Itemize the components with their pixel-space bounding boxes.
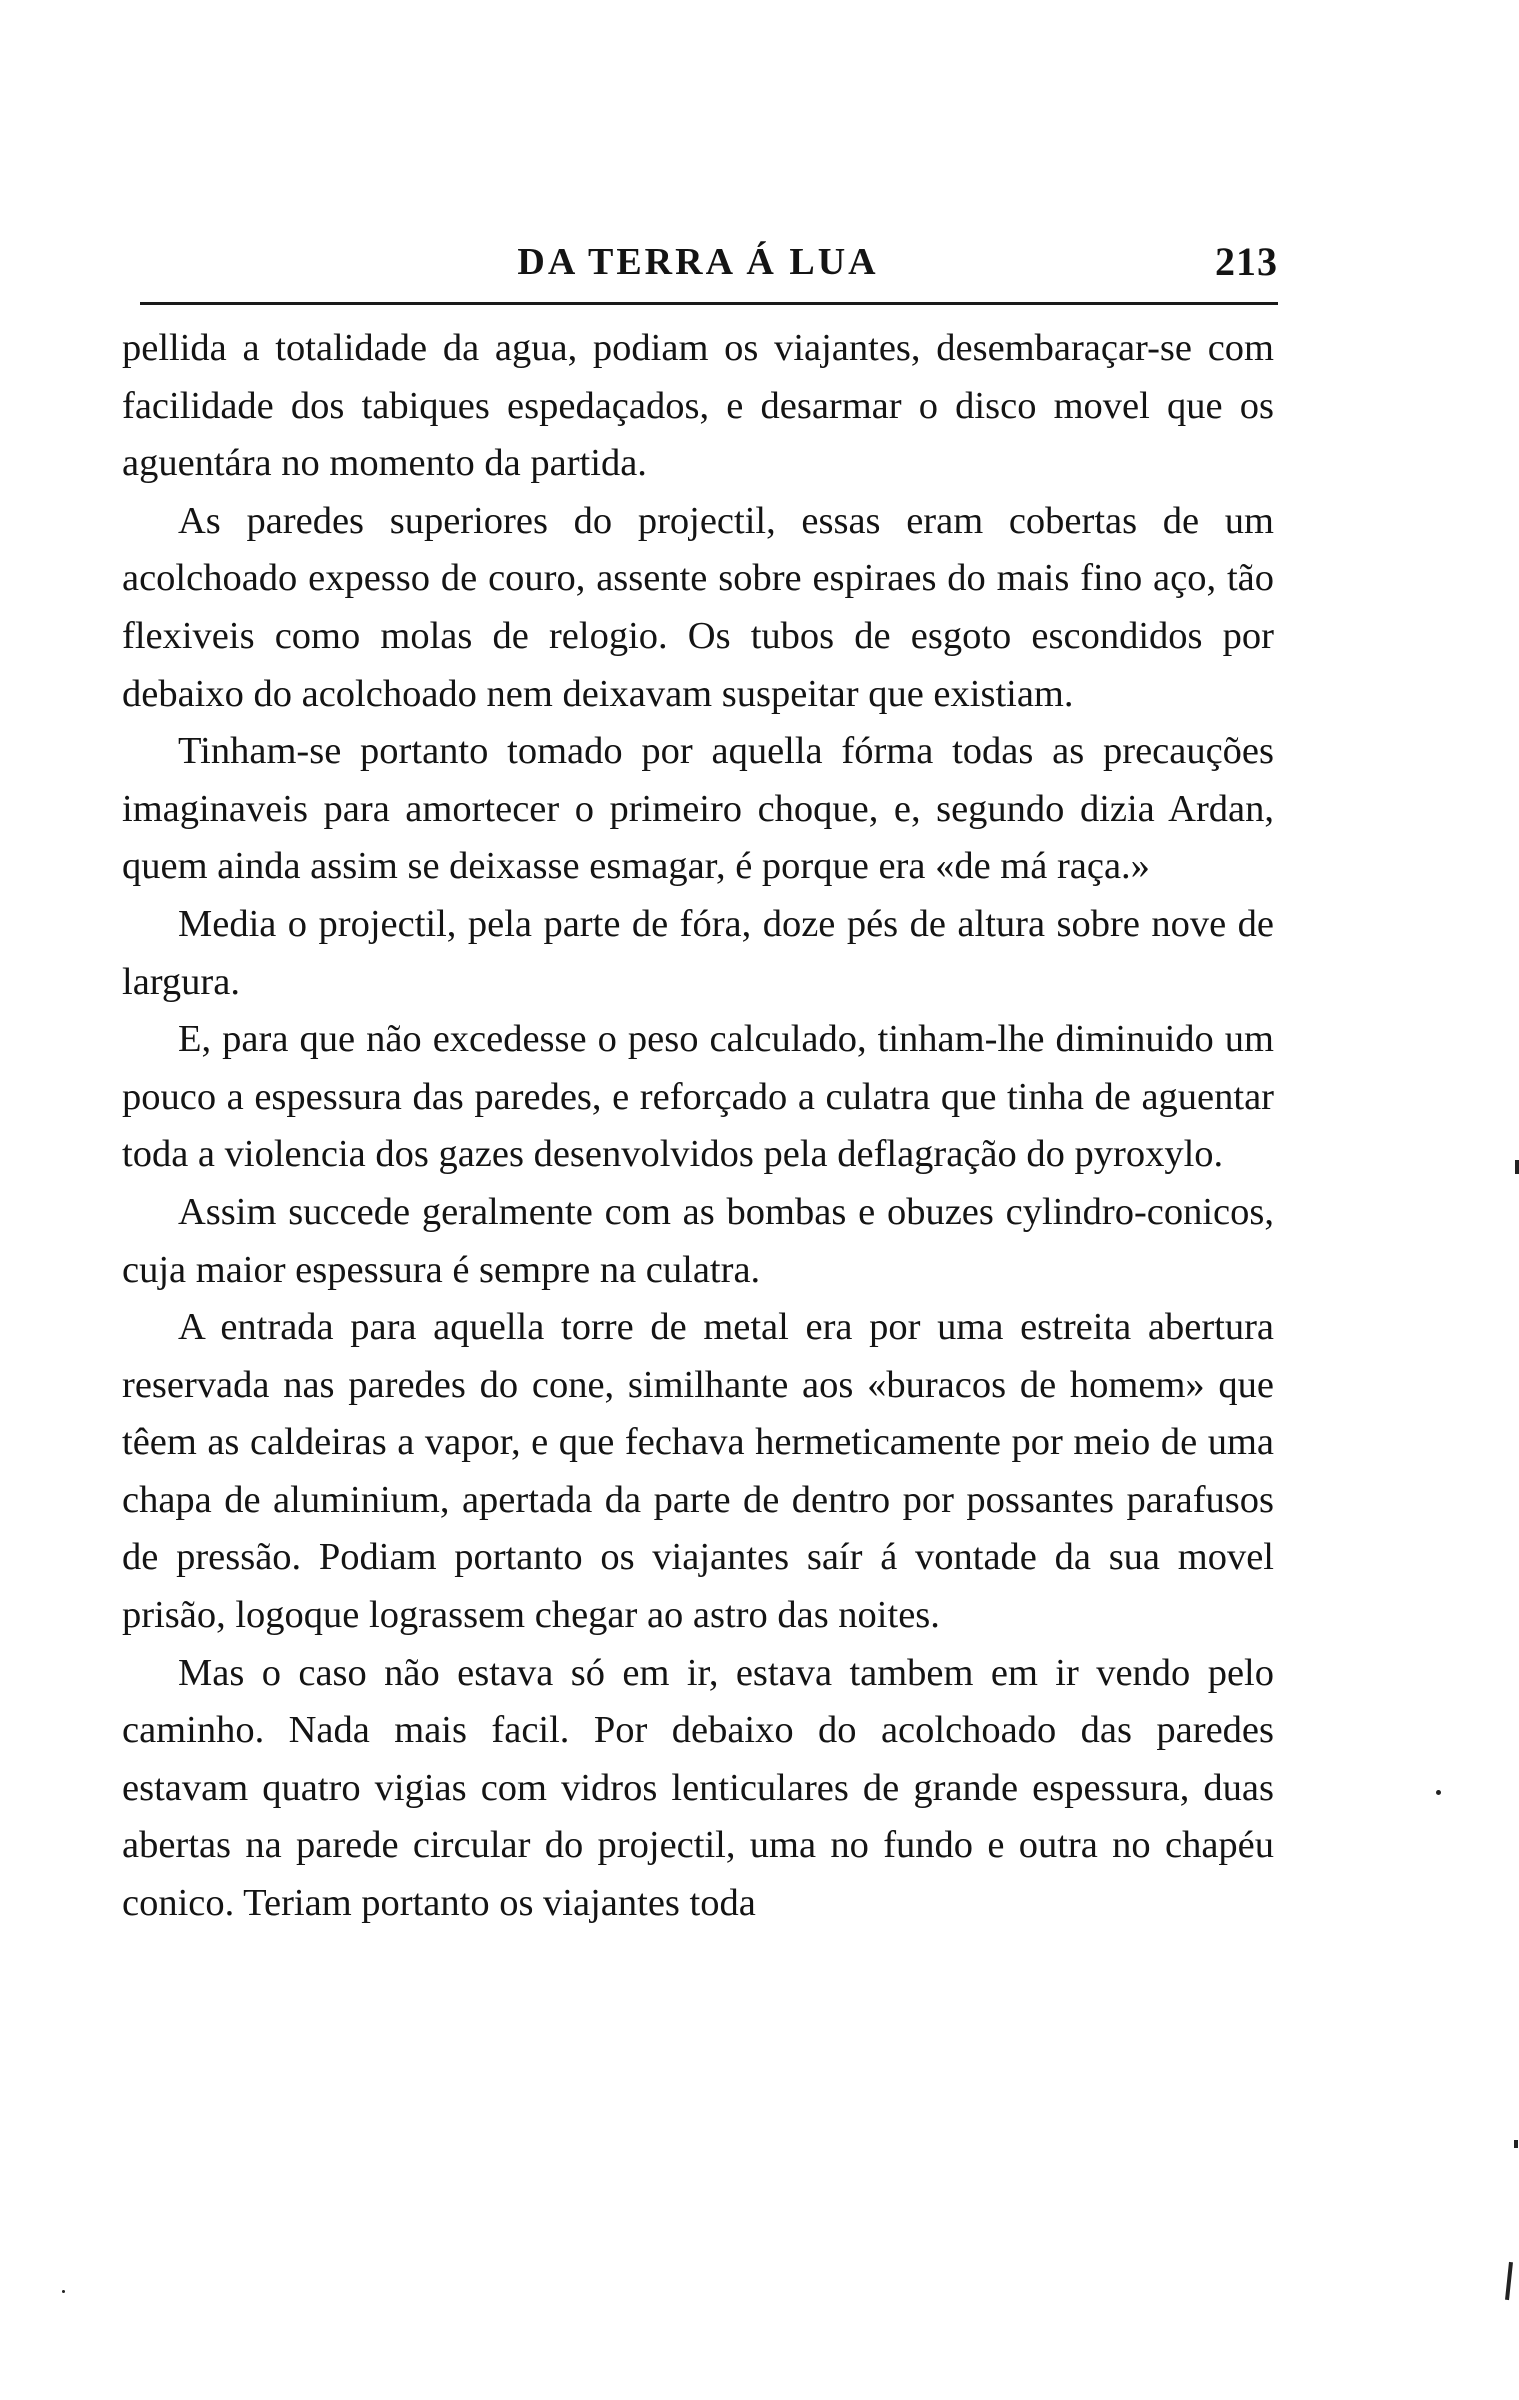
paragraph: As paredes superiores do projectil, essas eram cobertas de um acolchoado expesso de couro, assente sobre espiraes do mais fino aço, tão flexiveis como molas de relogio. Os tubos de esgoto escondidos por debaixo do acolchoado nem deixavam suspeitar que existiam. bbox=[122, 499, 1274, 715]
body-text bbox=[122, 320, 1274, 1933]
scan-speck bbox=[1436, 1790, 1441, 1795]
paragraph: Mas o caso não estava só em ir, estava tambem em ir vendo pelo caminho. Nada mais facil. Por debaixo do acolchoado das paredes estavam quatro vigias com vidros lenticulares de grande espessura, duas abertas na parede circular do projectil, uma no fundo e outra no chapéu conico. Teriam portanto os viajantes toda bbox=[122, 1651, 1274, 1925]
paragraph: A entrada para aquella torre de metal era por uma estreita abertura reservada nas paredes do cone, similhante aos «buracos de homem» que têem as caldeiras a vapor, e que fechava hermeticamente por meio de uma chapa de aluminium, apertada da parte de dentro por possantes parafusos de pressão. Podiam portanto os viajantes saír á vontade da sua movel prisão, logoque lograssem chegar ao astro das noites. bbox=[122, 1306, 1274, 1637]
paragraph: Tinham-se portanto tomado por aquella fórma todas as precauções imaginaveis para amortecer o primeiro choque, e, segundo dizia Ardan, quem ainda assim se deixasse esmagar, é porque era «de má raça.» bbox=[122, 730, 1274, 888]
scan-speck bbox=[62, 2290, 65, 2293]
running-title: DA TERRA Á LUA bbox=[517, 241, 879, 283]
paragraph: E, para que não excedesse o peso calculado, tinham-lhe diminuido um pouco a espessura das paredes, e reforçado a culatra que tinha de aguentar toda a violencia dos gazes desenvolvidos pela deflagração do pyroxylo. bbox=[122, 1018, 1274, 1176]
scan-speck bbox=[1514, 2140, 1518, 2148]
page-number: 213 bbox=[1215, 239, 1278, 284]
page-header bbox=[118, 232, 1278, 292]
scan-speck bbox=[1505, 2262, 1513, 2300]
paragraph: pellida a totalidade da agua, podiam os viajantes, desembaraçar-se com facilidade dos tabiques espedaçados, e desarmar o disco movel que os aguentára no momento da partida. bbox=[122, 327, 1274, 485]
header-rule bbox=[140, 302, 1278, 305]
scan-speck bbox=[1515, 1160, 1519, 1174]
paragraph: Media o projectil, pela parte de fóra, doze pés de altura sobre nove de largura. bbox=[122, 902, 1274, 1003]
paragraph: Assim succede geralmente com as bombas e obuzes cylindro-conicos, cuja maior espessura é sempre na culatra. bbox=[122, 1190, 1274, 1291]
